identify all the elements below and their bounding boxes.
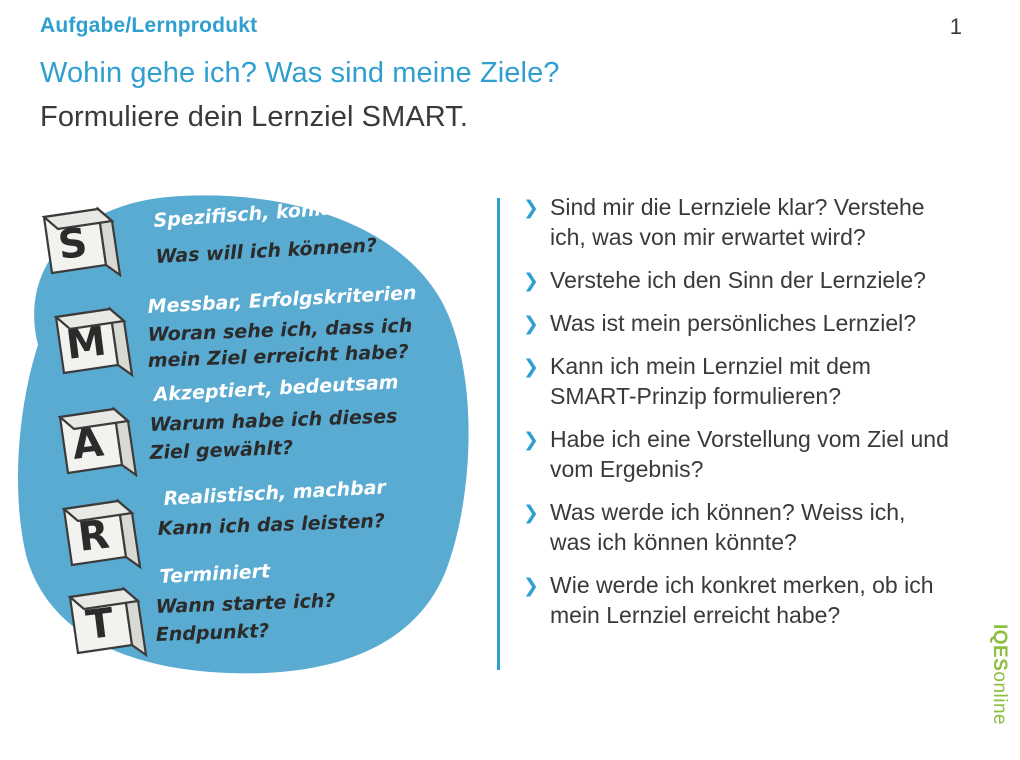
svg-text:T: T xyxy=(83,599,117,649)
brand-name: IQES xyxy=(989,623,1010,672)
svg-text:Ziel gewählt?: Ziel gewählt? xyxy=(149,437,294,464)
list-item-text: Habe ich eine Vorstellung vom Ziel und vom Ergebnis? xyxy=(550,426,949,482)
page-number: 1 xyxy=(949,14,962,39)
svg-text:R: R xyxy=(75,511,112,561)
smart-cube-r xyxy=(64,501,140,567)
list-item-text: Was ist mein persönliches Lernziel? xyxy=(550,310,917,336)
chevron-right-icon: ❯ xyxy=(523,502,539,524)
questions-list xyxy=(521,192,951,630)
smart-graphic xyxy=(8,185,488,685)
questions-panel xyxy=(497,192,952,643)
list-item-text: Was werde ich können? Weiss ich, was ich können könnte? xyxy=(550,499,906,555)
list-item xyxy=(521,570,951,630)
vertical-divider xyxy=(497,198,500,670)
svg-text:Woran sehe ich, dass ich: Woran sehe ich, dass ich xyxy=(147,314,413,346)
chevron-right-icon: ❯ xyxy=(523,575,539,597)
list-item xyxy=(521,351,951,411)
svg-text:Spezifisch, konkret, klar: Spezifisch, konkret, klar xyxy=(152,191,415,232)
svg-text:A: A xyxy=(69,419,106,469)
svg-text:Realistisch, machbar: Realistisch, machbar xyxy=(163,476,387,510)
svg-text:mein Ziel erreicht habe?: mein Ziel erreicht habe? xyxy=(147,340,410,372)
smart-cube-a xyxy=(60,409,136,475)
page-title: Wohin gehe ich? Was sind meine Ziele? xyxy=(40,57,560,89)
chevron-right-icon: ❯ xyxy=(523,313,539,335)
list-item xyxy=(521,192,951,252)
list-item-text: Kann ich mein Lernziel mit dem SMART-Prinzip formulieren? xyxy=(550,353,871,409)
list-item xyxy=(521,308,951,338)
page-subtitle: Formuliere dein Lernziel SMART. xyxy=(40,101,469,133)
list-item-text: Sind mir die Lernziele klar? Verstehe ich, was von mir erwartet wird? xyxy=(550,194,925,250)
list-item-text: Verstehe ich den Sinn der Lernziele? xyxy=(550,267,926,293)
svg-text:Messbar, Erfolgskriterien: Messbar, Erfolgskriterien xyxy=(147,281,418,318)
smart-cube-m xyxy=(56,309,132,375)
list-item xyxy=(521,424,951,484)
svg-text:Endpunkt?: Endpunkt? xyxy=(155,620,270,646)
chevron-right-icon: ❯ xyxy=(523,429,539,451)
svg-text:Was will ich können?: Was will ich können? xyxy=(155,234,378,268)
smart-cube-s xyxy=(44,209,120,275)
svg-text:Terminiert: Terminiert xyxy=(159,560,271,588)
chevron-right-icon: ❯ xyxy=(523,356,539,378)
svg-text:Wann starte ich?: Wann starte ich? xyxy=(155,589,336,618)
brand-logo xyxy=(988,624,1010,725)
chevron-right-icon: ❯ xyxy=(523,270,539,292)
svg-text:Warum habe ich dieses: Warum habe ich dieses xyxy=(149,405,398,436)
smart-cube-t xyxy=(70,589,146,655)
list-item-text: Wie werde ich konkret merken, ob ich mein Lernziel erreicht habe? xyxy=(550,572,934,628)
list-item xyxy=(521,265,951,295)
list-item xyxy=(521,497,951,557)
svg-text:S: S xyxy=(55,219,90,269)
header-label: Aufgabe/Lernprodukt xyxy=(40,14,258,37)
svg-text:Kann ich das leisten?: Kann ich das leisten? xyxy=(157,510,386,540)
brand-suffix: online xyxy=(989,671,1010,725)
page-header xyxy=(40,14,980,44)
svg-text:M: M xyxy=(63,318,109,369)
svg-text:Akzeptiert, bedeutsam: Akzeptiert, bedeutsam xyxy=(153,371,400,406)
chevron-right-icon: ❯ xyxy=(523,197,539,219)
